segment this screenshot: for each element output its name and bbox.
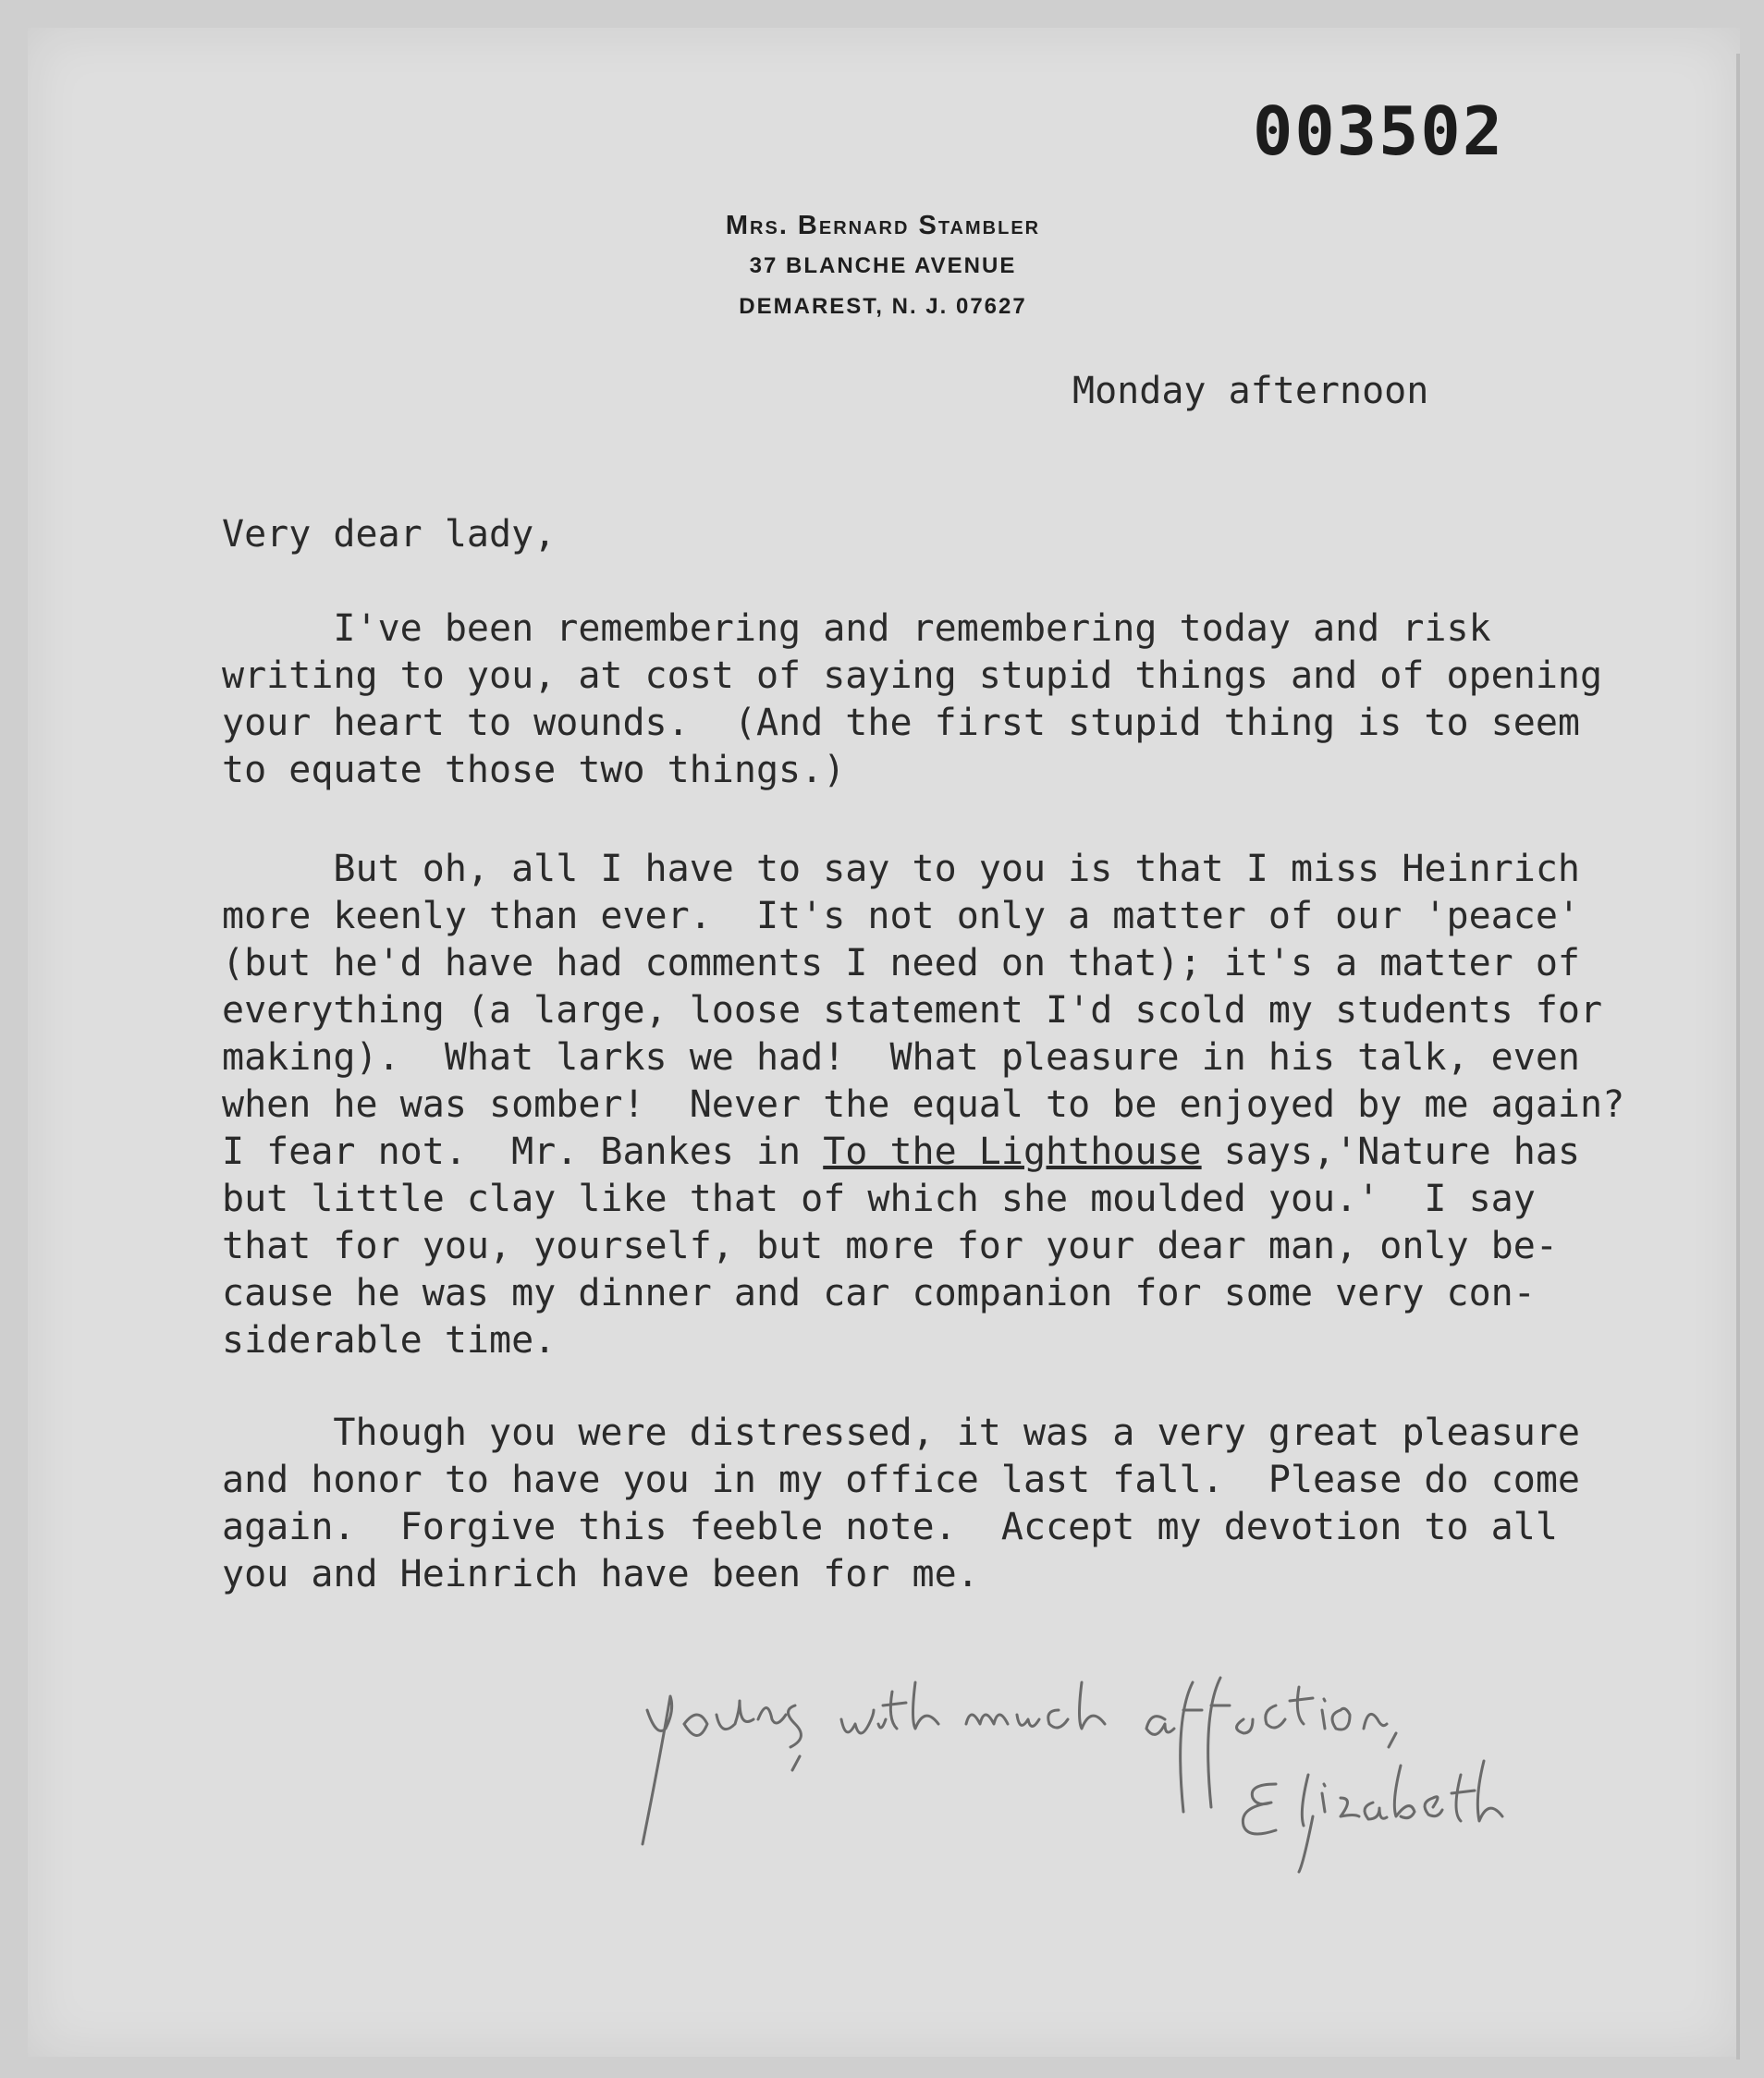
letterhead-name: Mrs. Bernard Stambler [725,211,1041,240]
paragraph-2-line [222,1129,1720,1176]
paragraph-2-line: but little clay like that of which she moulded you.' I say [222,1178,1536,1220]
handwritten-signature [629,1655,1535,1932]
paragraph-1-line: writing to you, at cost of saying stupid things and of opening [222,654,1603,697]
line-start: I fear not. Mr. Bankes in [222,1131,824,1173]
paragraph-2-line: siderable time. [222,1319,557,1362]
letterhead-city: DEMAREST, N. J. 07627 [739,294,1027,319]
paragraph-1-line: I've been remembering and remembering today and risk [222,607,1491,650]
paragraph-2-line: making). What larks we had! What pleasure in his talk, even [222,1036,1581,1079]
paragraph-3-line: and honor to have you in my office last fall. Please do come [222,1459,1581,1501]
letterhead [610,205,1156,327]
paragraph-2-line: (but he'd have had comments I need on that); it's a matter of [222,942,1581,984]
letterhead-street: 37 BLANCHE AVENUE [749,253,1017,278]
line-end: says,'Nature has [1201,1131,1581,1173]
paragraph-3-line: again. Forgive this feeble note. Accept my devotion to all [222,1506,1558,1548]
paragraph-2-line: that for you, yourself, but more for your dear man, only be- [222,1225,1558,1267]
paragraph-1-line: your heart to wounds. (And the first stupid thing is to seem [222,702,1581,744]
paragraph-3 [222,1410,1720,1598]
paragraph-2 [222,846,1720,1364]
paragraph-1-line: to equate those two things.) [222,749,846,791]
paragraph-3-line: Though you were distressed, it was a very great pleasure [222,1412,1581,1454]
paragraph-2-line: But oh, all I have to say to you is that I miss Heinrich [222,848,1581,890]
document-number: 003502 [1253,92,1505,170]
paragraph-1 [222,605,1720,794]
salutation: Very dear lady, [222,513,557,556]
date-line: Monday afternoon [1072,370,1429,412]
paragraph-3-line: you and Heinrich have been for me. [222,1553,979,1595]
paragraph-2-line: everything (a large, loose statement I'd scold my students for [222,989,1603,1032]
page-edge [1736,54,1740,2060]
signature-drawing [629,1655,1535,1932]
paragraph-2-line: when he was somber! Never the equal to be enjoyed by me again? [222,1083,1625,1126]
paragraph-2-line: more keenly than ever. It's not only a matter of our 'peace' [222,895,1581,937]
book-title: To the Lighthouse [823,1131,1202,1173]
paragraph-2-line: cause he was my dinner and car companion for some very con- [222,1272,1536,1314]
